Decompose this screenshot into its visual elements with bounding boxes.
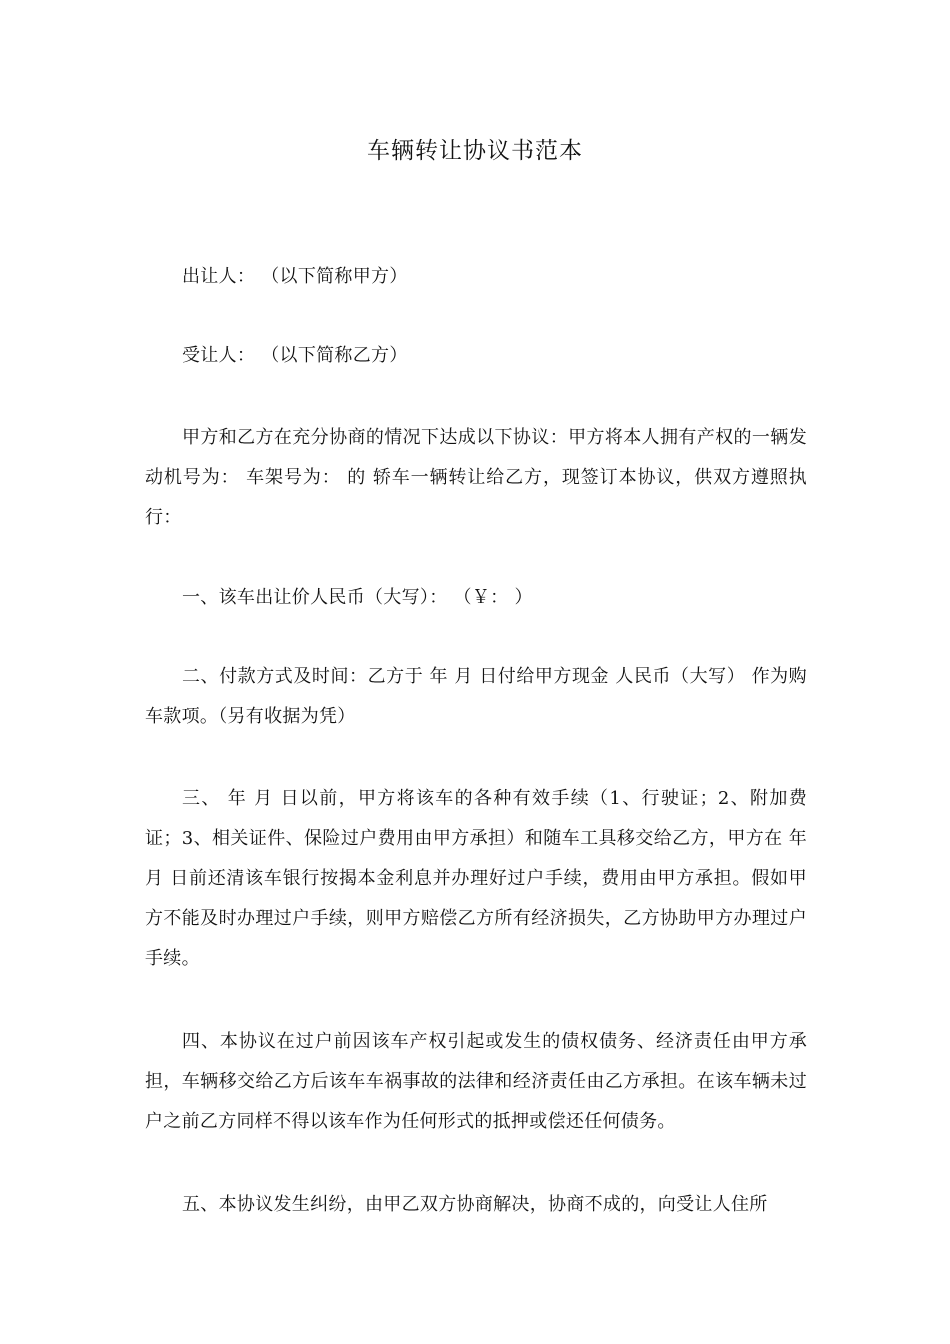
paragraph-transferee: 受让人： （以下简称乙方） xyxy=(182,345,408,366)
clause-3-transfer-procedures: 三、 年 月 日以前，甲方将该车的各种有效手续（1、行驶证；2、附加费证；3、相关证件、保险过户费用由甲方承担）和随车工具移交给乙方，甲方在 年 月 日前还清该车银行按揭本金利息并办理好过户手续，费用由甲方承担。假如甲方不能及时办理过户手续，则甲方赔偿乙方所有经济损失，乙方协助甲方办理过户手续。 xyxy=(145,788,807,969)
document-title: 车辆转让协议书范本 xyxy=(367,138,583,164)
clause-2-payment: 二、付款方式及时间：乙方于 年 月 日付给甲方现金 人民币（大写） 作为购车款项。（另有收据为凭） xyxy=(145,666,807,727)
clause-4-liability: 四、本协议在过户前因该车产权引起或发生的债权债务、经济责任由甲方承担，车辆移交给乙方后该车车祸事故的法律和经济责任由乙方承担。在该车辆未过户之前乙方同样不得以该车作为任何形式的抵押或偿还任何债务。 xyxy=(145,1031,807,1132)
paragraph-agreement-intro: 甲方和乙方在充分协商的情况下达成以下协议：甲方将本人拥有产权的一辆发动机号为： 车架号为： 的 轿车一辆转让给乙方，现签订本协议，供双方遵照执行： xyxy=(145,427,807,528)
clause-1-price: 一、该车出让价人民币（大写）： （￥： ） xyxy=(182,587,533,608)
clause-5-dispute: 五、本协议发生纠纷，由甲乙双方协商解决，协商不成的，向受让人住所 xyxy=(182,1194,768,1215)
paragraph-transferor: 出让人： （以下简称甲方） xyxy=(182,266,408,287)
